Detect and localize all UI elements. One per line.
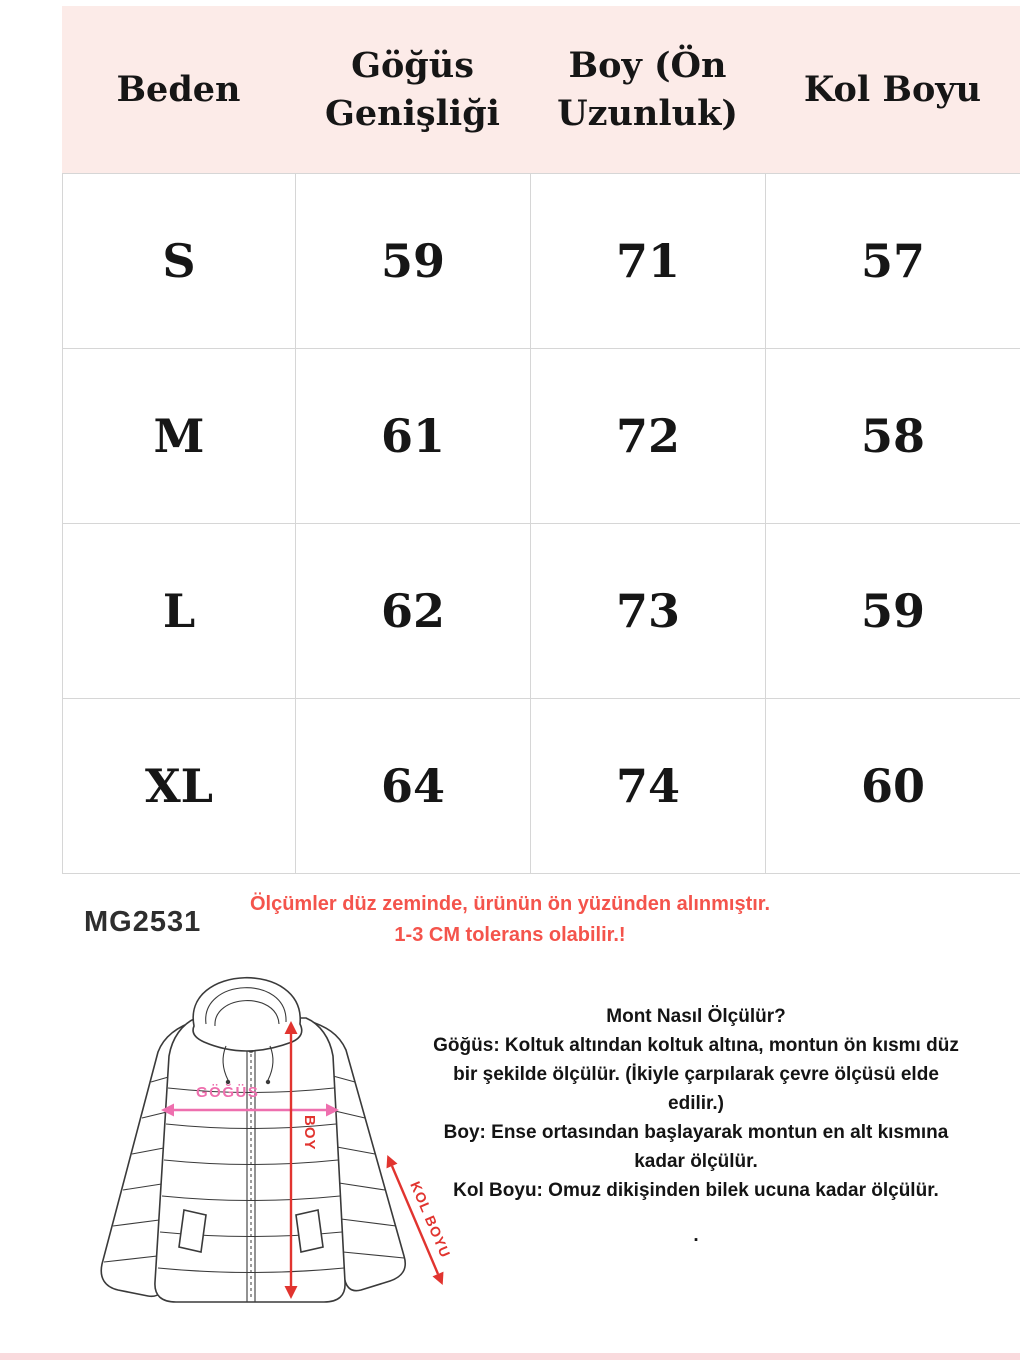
cell-length: 73 [531,524,766,698]
instructions-chest: Göğüs: Koltuk altından koltuk altına, montun ön kısmı düz bir şekilde ölçülür. (İkiyle çarpılarak çevre ölçüsü elde edilir.) [433,1035,959,1114]
note-line-1: Ölçümler düz zeminde, ürünün ön yüzünden alınmıştır. [249,893,771,915]
cell-sleeve: 60 [860,759,925,813]
cell-chest: 61 [296,349,531,523]
jacket-body [155,1018,345,1302]
chest-arrow-label: GÖĞÜS [196,1084,260,1101]
cell-chest: 64 [296,699,531,873]
header-cell-beden: Beden [116,68,241,110]
trailing-dot: . [693,1225,699,1246]
jacket-measurement-diagram [58,938,458,1348]
cell-size: L [63,524,296,698]
sleeve-arrow-label: KOL BOYU [407,1178,454,1261]
header-cell-gogus: Göğüs Genişliği [325,45,500,134]
bottom-pink-strip [0,1353,1020,1360]
product-code: MG2531 [84,906,202,938]
cell-sleeve: 57 [860,234,925,288]
cell-length: 72 [531,349,766,523]
cell-size: M [63,349,296,523]
header-cell-kol: Kol Boyu [803,68,982,110]
cell-chest: 59 [296,174,531,348]
size-table [62,6,1020,874]
table-row [62,699,1020,874]
cell-length: 74 [531,699,766,873]
header-cell-boy: Boy (Ön Uzunluk) [557,45,738,134]
length-arrow-label: BOY [301,1115,318,1151]
table-row [62,174,1020,349]
cell-sleeve: 59 [860,584,925,638]
cell-size: S [63,174,296,348]
cell-sleeve: 58 [860,409,925,463]
cell-length: 71 [531,174,766,348]
table-row [62,349,1020,524]
instructions-title: Mont Nasıl Ölçülür? [606,1006,786,1027]
note-line-2: 1-3 CM tolerans olabilir.! [394,924,626,946]
cell-chest: 62 [296,524,531,698]
table-header-row [62,6,1020,174]
instructions-sleeve: Kol Boyu: Omuz dikişinden bilek ucuna kadar ölçülür. [453,1180,939,1201]
instructions-length: Boy: Ense ortasından başlayarak montun en alt kısmına kadar ölçülür. [443,1122,949,1172]
table-row [62,524,1020,699]
measurement-instructions [428,1002,964,1250]
cell-size: XL [63,699,296,873]
